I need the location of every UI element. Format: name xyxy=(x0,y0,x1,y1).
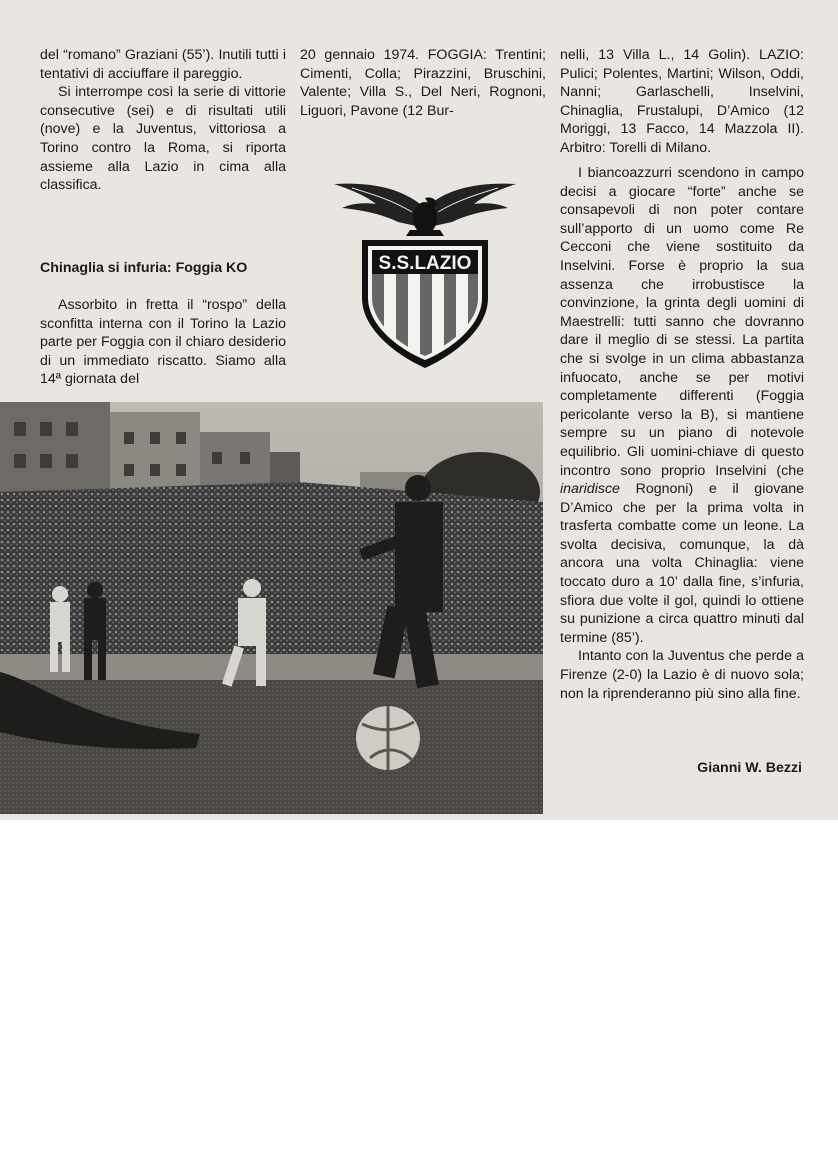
column-2-lineups xyxy=(300,46,546,120)
football-match-photo-icon xyxy=(0,402,543,814)
column-1-bottom xyxy=(40,296,286,389)
text-run: Rognoni) e il giovane D’Amico che per la prima volta in trasferta combatte come un leone. La svolta decisiva, comunque, la dà ancora una volta Chinaglia: viene toccato duro a 10’ dalla fine, s’infuria, sfiora due volte il gol, quindi lo ottiene su punizione a circa quattro minuti dal termine (85’). xyxy=(560,481,804,646)
italic-word: inaridisce xyxy=(560,481,620,498)
column-3-main xyxy=(560,164,804,703)
author-signature: Gianni W. Bezzi xyxy=(697,760,802,776)
paragraph: del “romano” Graziani (55’). Inutili tutti i tentativi di acciuffare il pareggio. xyxy=(40,47,286,82)
crest-lettering: S.S.LAZIO xyxy=(378,253,472,274)
paragraph xyxy=(560,164,804,647)
column-1-top xyxy=(40,46,286,195)
column-3-lineups xyxy=(560,46,804,158)
match-photograph xyxy=(0,402,543,814)
text-run: I biancoazzurri scendono in campo decisi a giocare “forte” anche se consapevoli di non poter contare sull’apporto di un uomo come Re Cecconi che viene sostituito da Inselvini. Forse è proprio la sua assenza che irrobustisce la convinzione, la grinta degli uomini di Maestrelli: tutti sanno che dovranno dare il meglio di se stessi. La partita che si svolge in un clima abbastanza infuocato, anche se per motivi completamente differenti (Foggia pericolante verso la B), si mantiene sempre su un piano di notevole equilibrio. Gli uomini-chiave di questo incontro sono proprio Inselvini (che xyxy=(560,165,804,479)
paragraph: Si interrompe così la serie di vittorie consecutive (sei) e di risultati utili (nove) e la Juventus, vittoriosa a Torino contro la Roma, si riporta assieme alla Lazio in cima alla classifica. xyxy=(40,84,286,194)
subheading: Chinaglia si infuria: Foggia KO xyxy=(40,260,248,276)
eagle-shield-icon xyxy=(332,178,518,374)
paragraph: Intanto con la Juventus che perde a Firenze (2-0) la Lazio è di nuovo sola; non la riprenderanno più sino alla fine. xyxy=(560,648,804,702)
paragraph: nelli, 13 Villa L., 14 Golin). LAZIO: Pulici; Polentes, Martini; Wilson, Oddi, Nanni; Garlaschelli, Inselvini, Chinaglia, Frustalupi, D’Amico (12 Moriggi, 13 Facco, 14 Mazzola II). Arbitro: Torelli di Milano. xyxy=(560,47,804,156)
lazio-crest-logo xyxy=(332,178,518,374)
paragraph: 20 gennaio 1974. FOGGIA: Trentini; Cimenti, Colla; Pirazzini, Bruschini, Valente; Villa S., Del Neri, Rognoni, Liguori, Pavone (12 Bur- xyxy=(300,47,546,119)
paragraph: Assorbito in fretta il “rospo” della sconfitta interna con il Torino la Lazio parte per Foggia con il chiaro desiderio di un immediato riscatto. Siamo alla 14ª giornata del xyxy=(40,297,286,388)
